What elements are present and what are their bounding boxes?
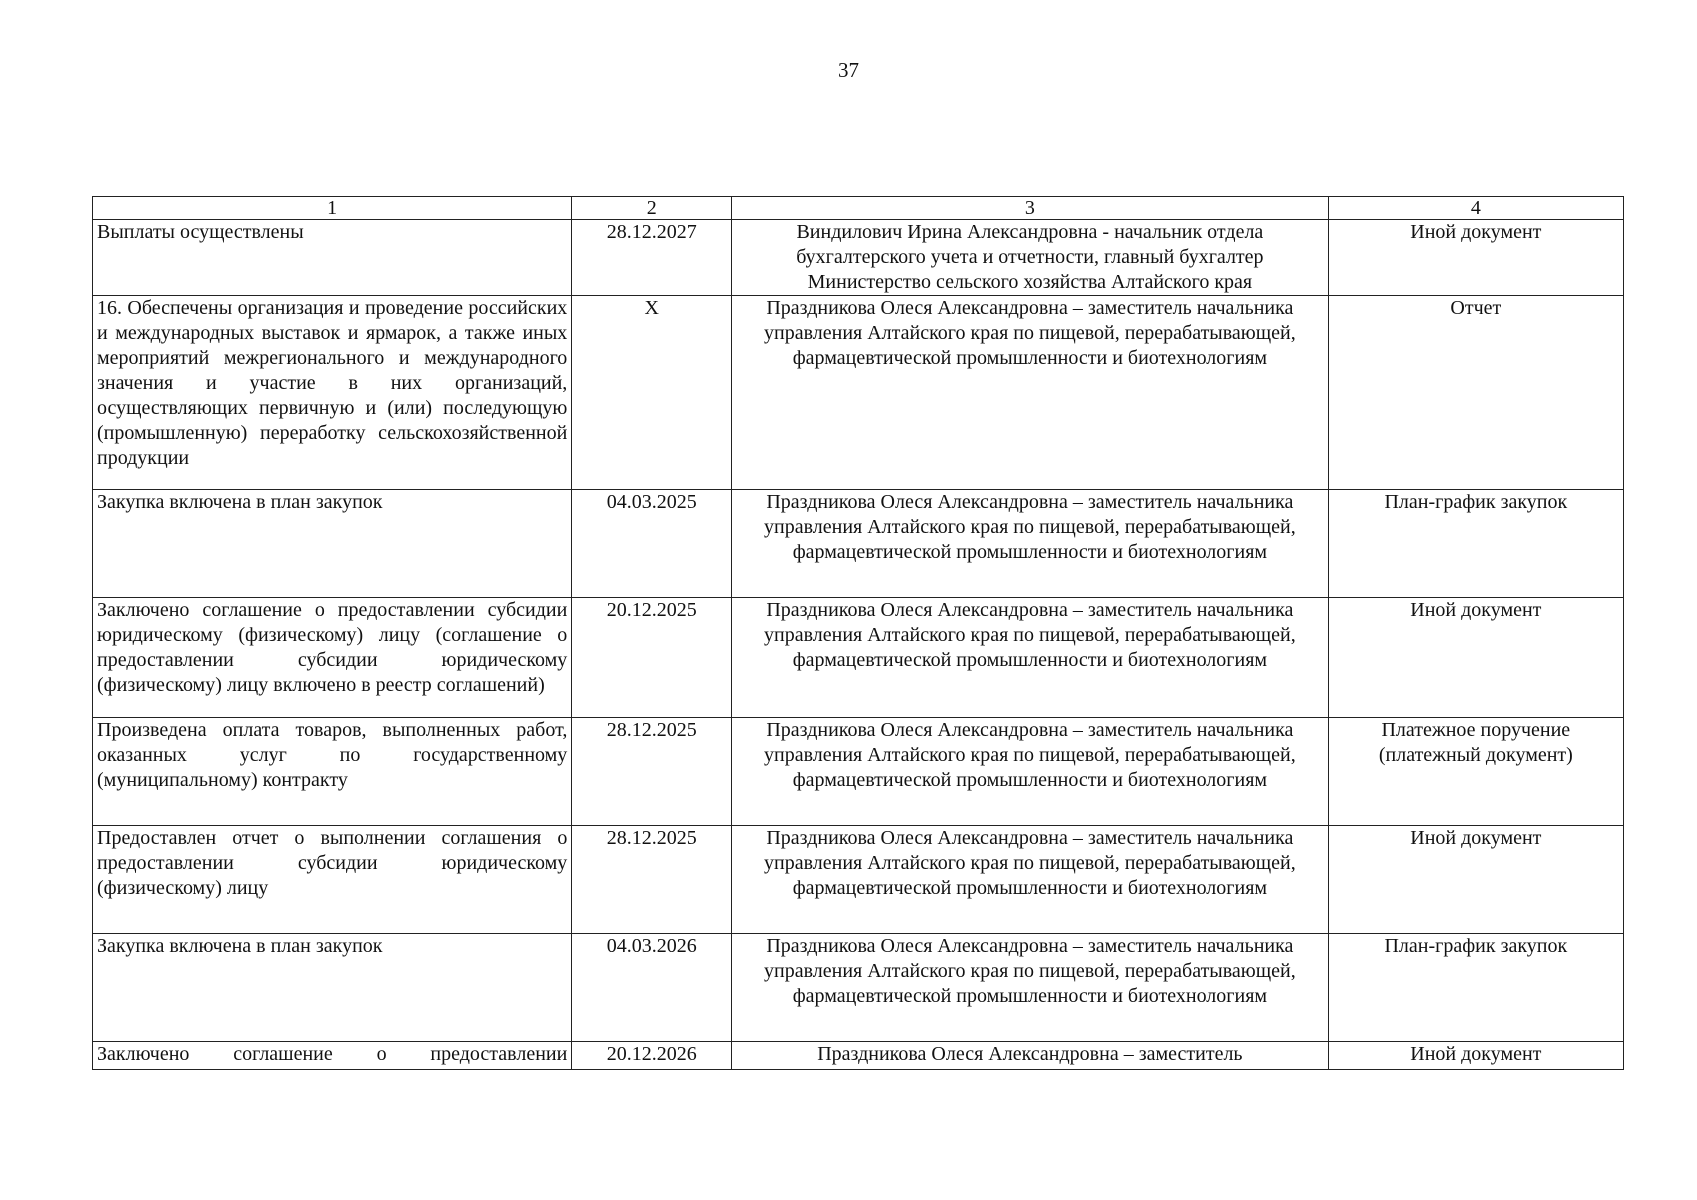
- page-number: 37: [838, 58, 859, 82]
- event-cell: Произведена оплата товаров, выполненных работ, оказанных услуг по государственному (муниципальному) контракту: [93, 718, 572, 826]
- responsible-cell: Праздникова Олеся Александровна – заместитель начальника управления Алтайского края по пищевой, перерабатывающей, фармацевтической промышленности и биотехнологиям: [732, 490, 1329, 598]
- event-cell: Выплаты осуществлены: [93, 220, 572, 296]
- event-cell: Заключено соглашение о предоставлении субсидии юридическому (физическому) лицу (соглашение о предоставлении субсидии юридическому (физическому) лицу включено в реестр соглашений): [93, 598, 572, 718]
- date-cell: 20.12.2025: [572, 598, 732, 718]
- responsible-cell: Праздникова Олеся Александровна – заместитель начальника управления Алтайского края по пищевой, перерабатывающей, фармацевтической промышленности и биотехнологиям: [732, 934, 1329, 1042]
- table-row: [93, 296, 1624, 490]
- event-cell: Предоставлен отчет о выполнении соглашения о предоставлении субсидии юридическому (физическому) лицу: [93, 826, 572, 934]
- document-cell: Отчет: [1328, 296, 1623, 490]
- table-row: [93, 934, 1624, 1042]
- table-row: [93, 220, 1624, 296]
- event-cell: Заключено соглашение о предоставлении: [93, 1042, 572, 1070]
- document-cell: Иной документ: [1328, 826, 1623, 934]
- document-cell: План-график закупок: [1328, 490, 1623, 598]
- plan-table: [92, 196, 1624, 1070]
- table-row: [93, 1042, 1624, 1070]
- column-header: 4: [1328, 197, 1623, 220]
- event-cell: Закупка включена в план закупок: [93, 934, 572, 1042]
- document-cell: Иной документ: [1328, 220, 1623, 296]
- responsible-cell: Праздникова Олеся Александровна – заместитель: [732, 1042, 1329, 1070]
- date-cell: 28.12.2025: [572, 826, 732, 934]
- date-cell: 20.12.2026: [572, 1042, 732, 1070]
- table-row: [93, 490, 1624, 598]
- date-cell: Х: [572, 296, 732, 490]
- document-cell: Иной документ: [1328, 598, 1623, 718]
- responsible-cell: Праздникова Олеся Александровна – заместитель начальника управления Алтайского края по пищевой, перерабатывающей, фармацевтической промышленности и биотехнологиям: [732, 826, 1329, 934]
- column-header: 2: [572, 197, 732, 220]
- event-cell: Закупка включена в план закупок: [93, 490, 572, 598]
- responsible-cell: Виндилович Ирина Александровна - начальник отдела бухгалтерского учета и отчетности, главный бухгалтер Министерство сельского хозяйства Алтайского края: [732, 220, 1329, 296]
- date-cell: 28.12.2027: [572, 220, 732, 296]
- column-header: 3: [732, 197, 1329, 220]
- document-cell: План-график закупок: [1328, 934, 1623, 1042]
- document-cell: Платежное поручение (платежный документ): [1328, 718, 1623, 826]
- responsible-cell: Праздникова Олеся Александровна – заместитель начальника управления Алтайского края по пищевой, перерабатывающей, фармацевтической промышленности и биотехнологиям: [732, 718, 1329, 826]
- column-header: 1: [93, 197, 572, 220]
- table-row: [93, 718, 1624, 826]
- date-cell: 04.03.2025: [572, 490, 732, 598]
- table-header-row: [93, 197, 1624, 220]
- document-cell: Иной документ: [1328, 1042, 1623, 1070]
- table-row: [93, 826, 1624, 934]
- responsible-cell: Праздникова Олеся Александровна – заместитель начальника управления Алтайского края по пищевой, перерабатывающей, фармацевтической промышленности и биотехнологиям: [732, 598, 1329, 718]
- date-cell: 04.03.2026: [572, 934, 732, 1042]
- date-cell: 28.12.2025: [572, 718, 732, 826]
- table-row: [93, 598, 1624, 718]
- event-cell: 16. Обеспечены организация и проведение российских и международных выставок и ярмарок, а также иных мероприятий межрегионального и международного значения и участие в них организаций, осуществляющих первичную и (или) последующую (промышленную) переработку сельскохозяйственной продукции: [93, 296, 572, 490]
- responsible-cell: Праздникова Олеся Александровна – заместитель начальника управления Алтайского края по пищевой, перерабатывающей, фармацевтической промышленности и биотехнологиям: [732, 296, 1329, 490]
